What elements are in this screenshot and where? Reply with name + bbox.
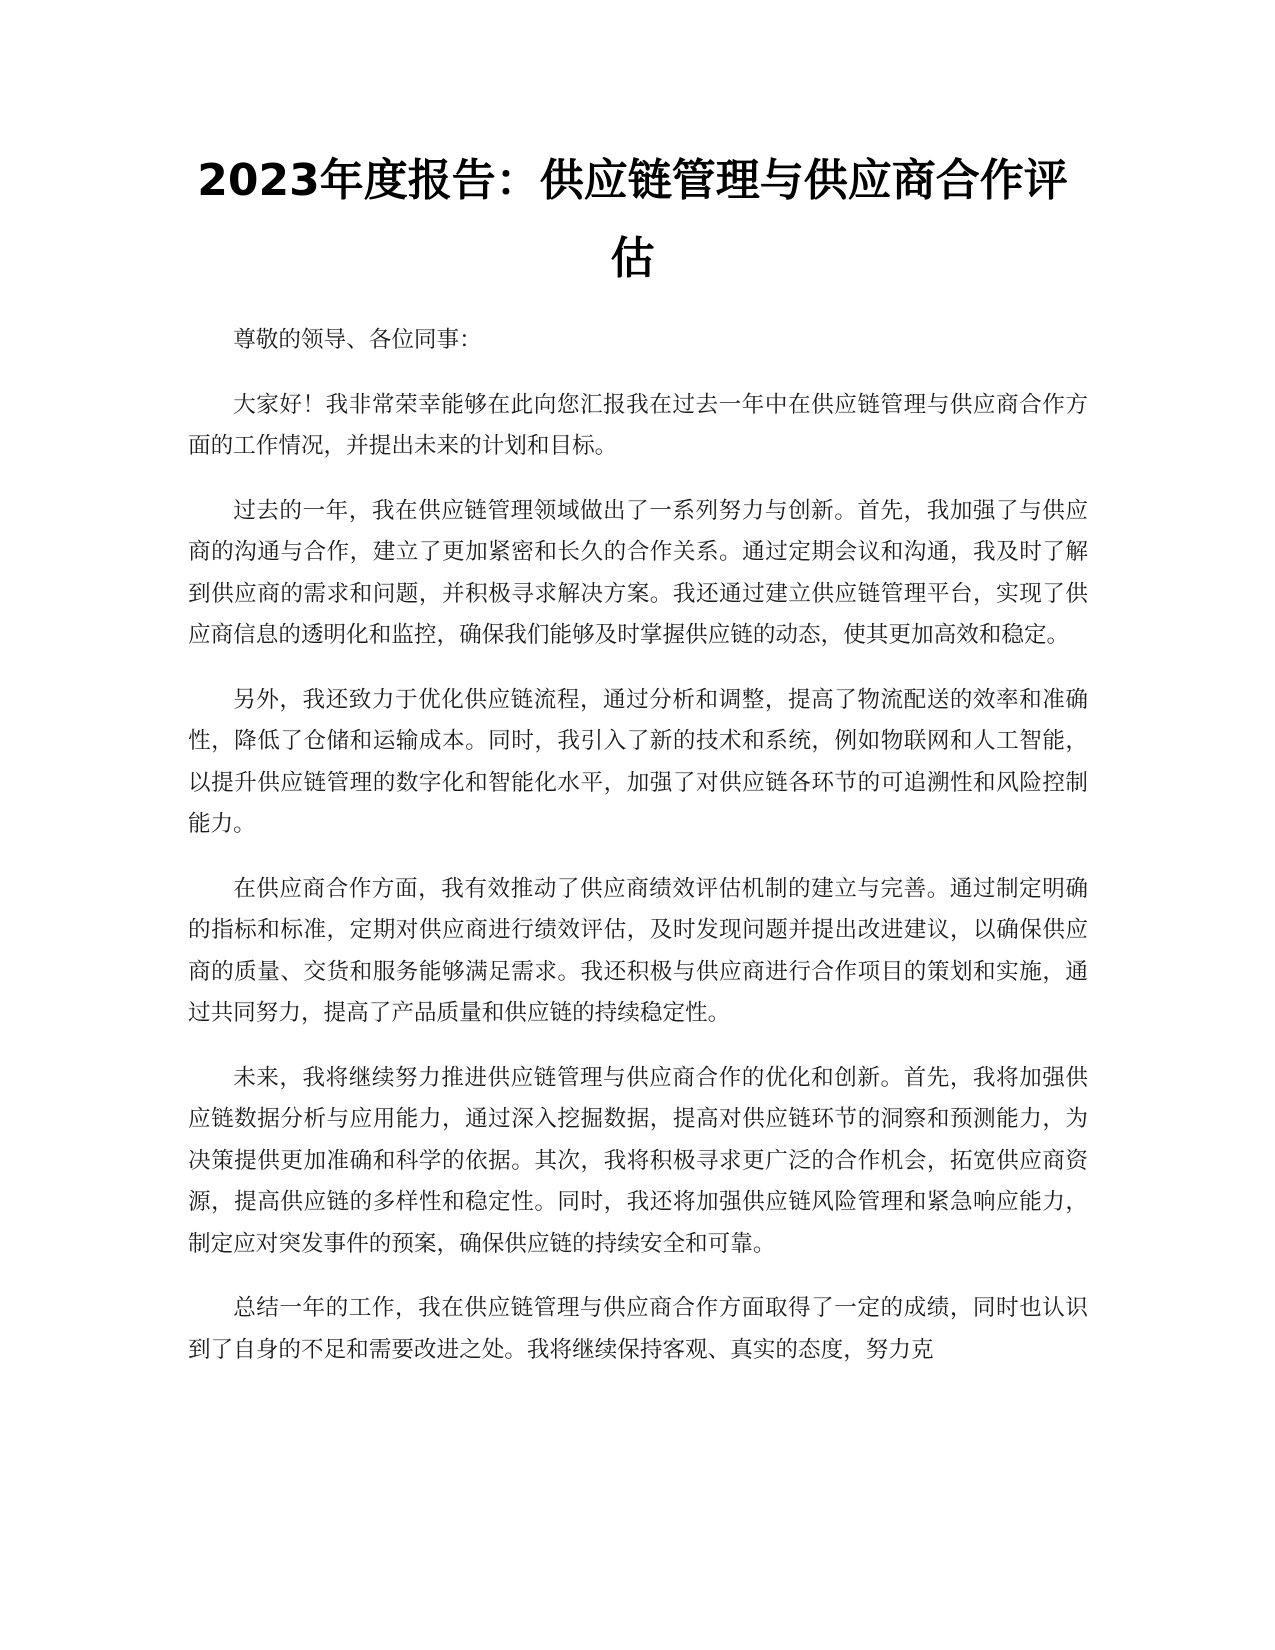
greeting-paragraph: 大家好！我非常荣幸能够在此向您汇报我在过去一年中在供应链管理与供应商合作方面的工作情况，并提出未来的计划和目标。 [188,391,1088,459]
supplier-cooperation-paragraph: 在供应商合作方面，我有效推动了供应商绩效评估机制的建立与完善。通过制定明确的指标和标准，定期对供应商进行绩效评估，及时发现问题并提出改进建议，以确保供应商的质量、交货和服务能够满足需求。我还积极与供应商进行合作项目的策划和实施，通过共同努力，提高了产品质量和供应链的持续稳定性。 [188,875,1088,1026]
process-optimization-paragraph: 另外，我还致力于优化供应链流程，通过分析和调整，提高了物流配送的效率和准确性，降低了仓储和运输成本。同时，我引入了新的技术和系统，例如物联网和人工智能，以提升供应链管理的数字化和智能化水平，加强了对供应链各环节的可追溯性和风险控制能力。 [188,686,1088,837]
future-plans-paragraph: 未来，我将继续努力推进供应链管理与供应商合作的优化和创新。首先，我将加强供应链数据分析与应用能力，通过深入挖掘数据，提高对供应链环节的洞察和预测能力，为决策提供更加准确和科学的依据。其次，我将积极寻求更广泛的合作机会，拓宽供应商资源，提高供应链的多样性和稳定性。同时，我还将加强供应链风险管理和紧急响应能力，制定应对突发事件的预案，确保供应链的持续安全和可靠。 [188,1064,1088,1257]
salutation-paragraph: 尊敬的领导、各位同事： [233,327,482,353]
summary-paragraph: 总结一年的工作，我在供应链管理与供应商合作方面取得了一定的成绩，同时也认识到了自身的不足和需要改进之处。我将继续保持客观、真实的态度，努力克 [188,1295,1088,1363]
document-body [188,320,1088,1394]
document-title: 2023年度报告：供应链管理与供应商合作评估 [197,155,1068,284]
supply-chain-efforts-paragraph: 过去的一年，我在供应链管理领域做出了一系列努力与创新。首先，我加强了与供应商的沟通与合作，建立了更加紧密和长久的合作关系。通过定期会议和沟通，我及时了解到供应商的需求和问题，并积极寻求解决方案。我还通过建立供应链管理平台，实现了供应商信息的透明化和监控，确保我们能够及时掌握供应链的动态，使其更加高效和稳定。 [188,497,1088,648]
